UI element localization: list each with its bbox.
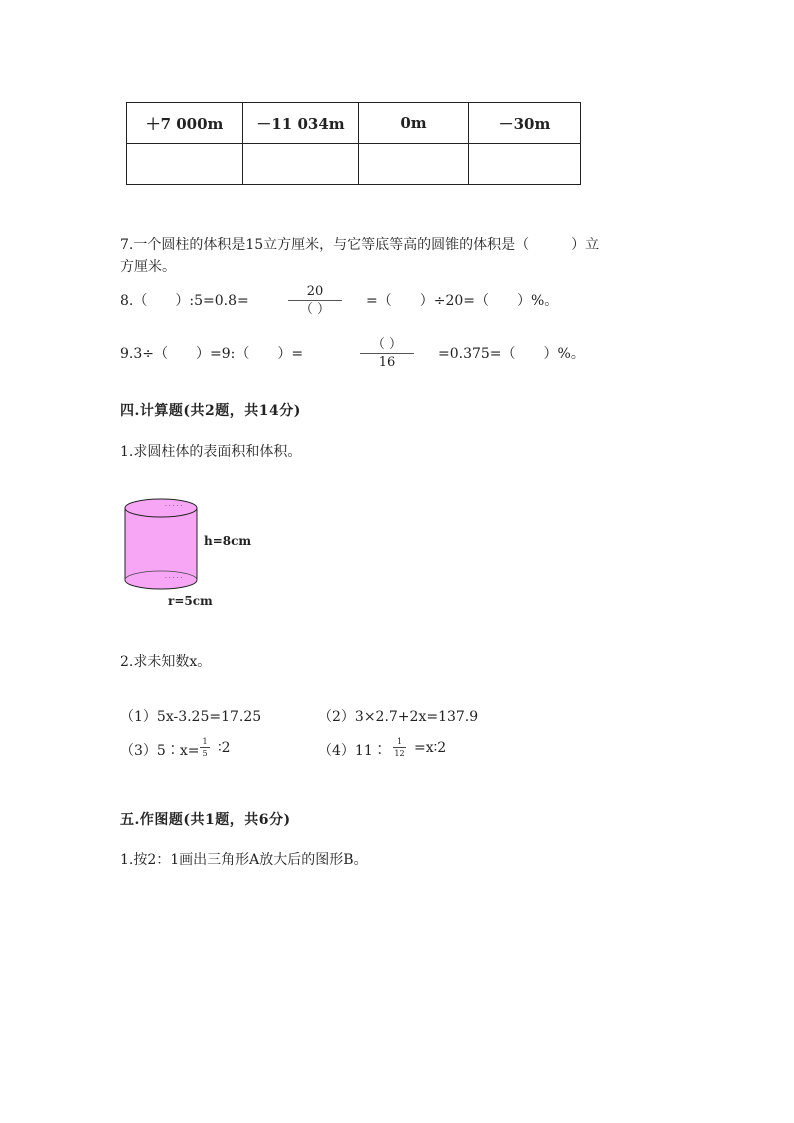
fraction-bar	[288, 300, 342, 301]
fraction-numerator: 1	[396, 737, 403, 746]
equation-4-left: （4）11∶	[318, 743, 387, 759]
fraction-denominator: （ ）	[299, 302, 331, 317]
equation-3-fraction	[200, 737, 210, 758]
question-8-right: =（ ）÷20=（ ）%。	[366, 293, 559, 309]
table-blank-cell	[127, 144, 243, 185]
question-8-left: 8.（ ）:5=0.8=	[120, 293, 249, 309]
equation-4-fraction	[393, 737, 406, 758]
question-9-right: =0.375=（ ）%。	[438, 346, 585, 362]
table-header-row	[127, 103, 581, 144]
equation-2: （2）3×2.7+2x=137.9	[318, 709, 479, 725]
table-header-cell: －11 034m	[243, 103, 359, 144]
table-header-cell: －30m	[469, 103, 581, 144]
fraction-bar	[393, 747, 406, 748]
cylinder-top-dots: · · · · ·	[165, 503, 183, 510]
fraction-bar	[200, 747, 210, 748]
cylinder-bottom-dots: · · · · ·	[165, 575, 183, 582]
fraction-bar	[360, 353, 414, 354]
altitude-table	[126, 102, 581, 185]
section-4-question-1: 1.求圆柱体的表面积和体积。	[120, 444, 302, 460]
equation-3-left: （3）5∶x=	[120, 743, 200, 759]
table-answer-row	[127, 144, 581, 185]
fraction-denominator: 5	[202, 749, 208, 758]
table-blank-cell	[243, 144, 359, 185]
equation-3-right: ∶2	[218, 740, 231, 756]
fraction-numerator: 1	[202, 737, 208, 746]
cylinder-top-ellipse	[125, 499, 197, 517]
section-4-question-2: 2.求未知数x。	[120, 654, 212, 670]
section-5-question-1: 1.按2：1画出三角形A放大后的图形B。	[120, 852, 368, 868]
fraction-denominator: 12	[394, 749, 405, 758]
fraction-numerator: （ ）	[371, 337, 403, 352]
question-9-fraction	[360, 337, 414, 370]
equation-1: （1）5x-3.25=17.25	[120, 709, 262, 725]
cylinder-radius-label: r=5cm	[168, 594, 213, 608]
question-8-fraction	[288, 284, 342, 317]
table-header-cell: 0m	[359, 103, 469, 144]
cylinder-body	[125, 508, 197, 589]
question-9-left: 9.3÷（ ）=9:（ ）=	[120, 346, 304, 362]
table-header-cell: ＋7 000m	[127, 103, 243, 144]
equation-4-right: =x∶2	[414, 740, 447, 756]
table-blank-cell	[359, 144, 469, 185]
section-4-title: 四.计算题(共2题，共14分)	[120, 403, 301, 419]
fraction-denominator: 16	[378, 355, 396, 370]
question-7-line1: 7.一个圆柱的体积是15立方厘米，与它等底等高的圆锥的体积是（ ）立	[120, 237, 600, 253]
section-5-title: 五.作图题(共1题，共6分)	[120, 812, 291, 828]
fraction-numerator: 20	[306, 284, 324, 299]
question-7-line2: 方厘米。	[120, 259, 176, 275]
table-blank-cell	[469, 144, 581, 185]
cylinder-height-label: h=8cm	[204, 534, 252, 548]
